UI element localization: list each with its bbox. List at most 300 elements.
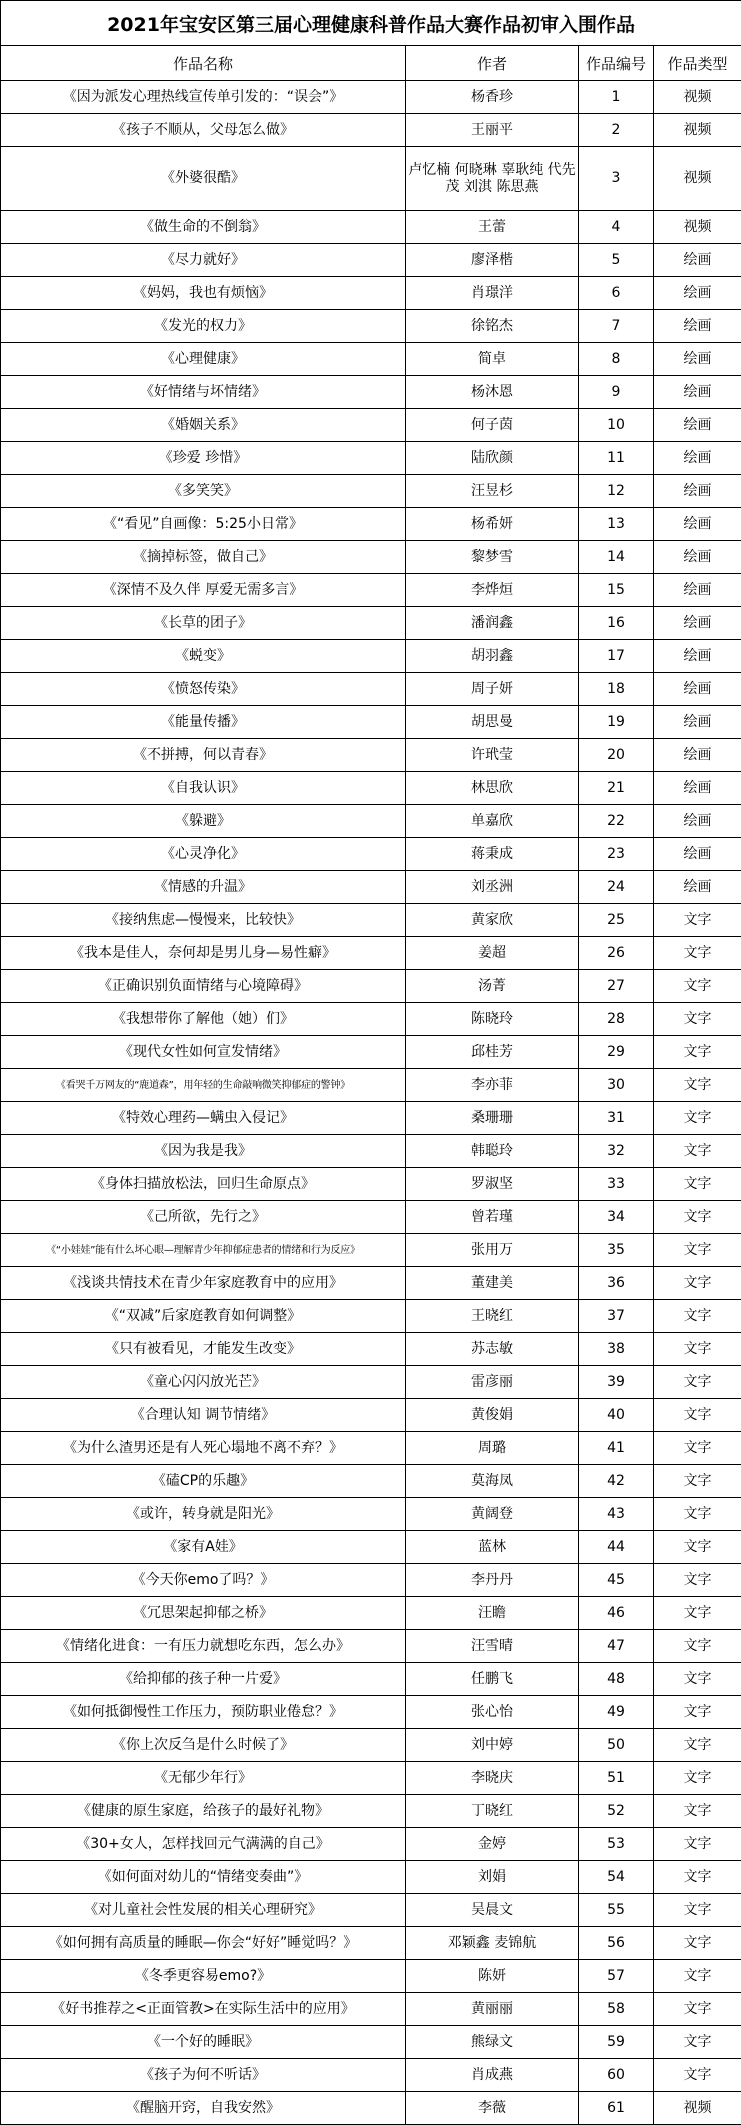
work-type-cell: 绘画 (654, 871, 741, 904)
author-cell: 王蕾 (406, 211, 579, 244)
work-type-cell: 绘画 (654, 310, 741, 343)
work-number-cell: 17 (579, 640, 654, 673)
work-name-cell: 《情感的升温》 (1, 871, 406, 904)
work-number-cell: 12 (579, 475, 654, 508)
work-name-cell: 《浅谈共情技术在青少年家庭教育中的应用》 (1, 1267, 406, 1300)
author-cell: 蓝林 (406, 1531, 579, 1564)
work-number-cell: 59 (579, 2026, 654, 2059)
table-row (1, 1234, 741, 1267)
author-cell: 雷彦丽 (406, 1366, 579, 1399)
table-row (1, 541, 741, 574)
work-name-cell: 《合理认知 调节情绪》 (1, 1399, 406, 1432)
table-row (1, 1498, 741, 1531)
work-type-cell: 文字 (654, 1663, 741, 1696)
work-name-cell: 《做生命的不倒翁》 (1, 211, 406, 244)
work-name-cell: 《孩子为何不听话》 (1, 2059, 406, 2092)
author-cell: 苏志敏 (406, 1333, 579, 1366)
work-name-cell: 《“看见”自画像：5:25小日常》 (1, 508, 406, 541)
table-row (1, 805, 741, 838)
work-number-cell: 50 (579, 1729, 654, 1762)
work-type-cell: 绘画 (654, 376, 741, 409)
work-name-cell: 《外婆很酷》 (1, 147, 406, 211)
table-row (1, 1399, 741, 1432)
work-type-cell: 绘画 (654, 640, 741, 673)
work-type-cell: 绘画 (654, 805, 741, 838)
table-row (1, 706, 741, 739)
work-name-cell: 《如何面对幼儿的“情绪变奏曲”》 (1, 1861, 406, 1894)
work-name-cell: 《磕CP的乐趣》 (1, 1465, 406, 1498)
work-number-cell: 7 (579, 310, 654, 343)
work-type-cell: 绘画 (654, 244, 741, 277)
work-type-cell: 文字 (654, 1432, 741, 1465)
table-row (1, 640, 741, 673)
work-number-cell: 20 (579, 739, 654, 772)
work-type-cell: 文字 (654, 1036, 741, 1069)
table-row (1, 1597, 741, 1630)
work-number-cell: 48 (579, 1663, 654, 1696)
work-name-cell: 《己所欲，先行之》 (1, 1201, 406, 1234)
work-name-cell: 《特效心理药—螨虫入侵记》 (1, 1102, 406, 1135)
table-row (1, 1762, 741, 1795)
author-cell: 邱桂芳 (406, 1036, 579, 1069)
author-cell: 陈妍 (406, 1960, 579, 1993)
work-type-cell: 视频 (654, 211, 741, 244)
author-cell: 王丽平 (406, 114, 579, 147)
work-type-cell: 文字 (654, 1234, 741, 1267)
work-number-cell: 21 (579, 772, 654, 805)
table-row (1, 838, 741, 871)
work-name-cell: 《不拼搏，何以青春》 (1, 739, 406, 772)
work-name-cell: 《为什么渣男还是有人死心塌地不离不弃？》 (1, 1432, 406, 1465)
work-type-cell: 文字 (654, 1531, 741, 1564)
work-type-cell: 绘画 (654, 772, 741, 805)
work-type-cell: 文字 (654, 1267, 741, 1300)
work-number-cell: 15 (579, 574, 654, 607)
table-row (1, 1993, 741, 2026)
work-type-cell: 文字 (654, 1300, 741, 1333)
table-row (1, 343, 741, 376)
author-cell: 周璐 (406, 1432, 579, 1465)
table-row (1, 1795, 741, 1828)
table-row (1, 1366, 741, 1399)
table-row (1, 739, 741, 772)
table-row (1, 475, 741, 508)
work-name-cell: 《“小娃娃”能有什么坏心眼—理解青少年抑郁症患者的情绪和行为反应》 (1, 1234, 406, 1267)
table-row (1, 1696, 741, 1729)
work-name-cell: 《正确识别负面情绪与心境障碍》 (1, 970, 406, 1003)
work-number-cell: 27 (579, 970, 654, 1003)
author-cell: 林思欣 (406, 772, 579, 805)
work-type-cell: 文字 (654, 1366, 741, 1399)
work-number-cell: 36 (579, 1267, 654, 1300)
work-number-cell: 19 (579, 706, 654, 739)
author-cell: 杨希妍 (406, 508, 579, 541)
table-row (1, 673, 741, 706)
work-name-cell: 《30+女人，怎样找回元气满满的自己》 (1, 1828, 406, 1861)
author-cell: 李薇 (406, 2092, 579, 2125)
work-type-cell: 文字 (654, 1861, 741, 1894)
work-name-cell: 《心理健康》 (1, 343, 406, 376)
work-number-cell: 24 (579, 871, 654, 904)
work-name-cell: 《对儿童社会性发展的相关心理研究》 (1, 1894, 406, 1927)
work-type-cell: 绘画 (654, 739, 741, 772)
table-row (1, 147, 741, 211)
table-row (1, 244, 741, 277)
author-cell: 陈晓玲 (406, 1003, 579, 1036)
author-cell: 廖泽楷 (406, 244, 579, 277)
work-number-cell: 4 (579, 211, 654, 244)
table-row (1, 1201, 741, 1234)
table-row (1, 2026, 741, 2059)
work-type-cell: 视频 (654, 81, 741, 114)
work-number-cell: 13 (579, 508, 654, 541)
author-cell: 卢忆楠 何晓琳 辜耿纯 代先茂 刘淇 陈思燕 (406, 147, 579, 211)
author-cell: 莫海凤 (406, 1465, 579, 1498)
column-header-author: 作者 (406, 46, 579, 81)
author-cell: 刘丞洲 (406, 871, 579, 904)
work-name-cell: 《婚姻关系》 (1, 409, 406, 442)
work-type-cell: 文字 (654, 1795, 741, 1828)
author-cell: 黎梦雪 (406, 541, 579, 574)
table-row (1, 1333, 741, 1366)
work-number-cell: 61 (579, 2092, 654, 2125)
author-cell: 汪瞻 (406, 1597, 579, 1630)
table-row (1, 1036, 741, 1069)
work-number-cell: 40 (579, 1399, 654, 1432)
table-row (1, 277, 741, 310)
table-row (1, 310, 741, 343)
author-cell: 王晓红 (406, 1300, 579, 1333)
author-cell: 丁晓红 (406, 1795, 579, 1828)
work-type-cell: 文字 (654, 2059, 741, 2092)
work-type-cell: 绘画 (654, 409, 741, 442)
work-number-cell: 34 (579, 1201, 654, 1234)
author-cell: 董建美 (406, 1267, 579, 1300)
table-row (1, 607, 741, 640)
work-type-cell: 文字 (654, 1993, 741, 2026)
table-row (1, 1729, 741, 1762)
author-cell: 张用万 (406, 1234, 579, 1267)
work-name-cell: 《深情不及久伴 厚爱无需多言》 (1, 574, 406, 607)
author-cell: 桑珊珊 (406, 1102, 579, 1135)
work-type-cell: 文字 (654, 937, 741, 970)
table-row (1, 1531, 741, 1564)
work-type-cell: 文字 (654, 1168, 741, 1201)
author-cell: 汤菁 (406, 970, 579, 1003)
work-name-cell: 《我本是佳人，奈何却是男儿身—易性癖》 (1, 937, 406, 970)
work-number-cell: 3 (579, 147, 654, 211)
work-name-cell: 《因为我是我》 (1, 1135, 406, 1168)
work-name-cell: 《愤怒传染》 (1, 673, 406, 706)
author-cell: 金婷 (406, 1828, 579, 1861)
table-row (1, 871, 741, 904)
work-type-cell: 文字 (654, 1564, 741, 1597)
author-cell: 汪雪晴 (406, 1630, 579, 1663)
work-number-cell: 6 (579, 277, 654, 310)
work-number-cell: 11 (579, 442, 654, 475)
work-number-cell: 43 (579, 1498, 654, 1531)
author-cell: 黄家欣 (406, 904, 579, 937)
author-cell: 姜超 (406, 937, 579, 970)
work-type-cell: 文字 (654, 1498, 741, 1531)
author-cell: 李晓庆 (406, 1762, 579, 1795)
work-name-cell: 《孩子不顺从，父母怎么做》 (1, 114, 406, 147)
work-number-cell: 16 (579, 607, 654, 640)
table-row (1, 508, 741, 541)
table-row (1, 1300, 741, 1333)
work-type-cell: 视频 (654, 2092, 741, 2125)
work-number-cell: 45 (579, 1564, 654, 1597)
work-name-cell: 《健康的原生家庭，给孩子的最好礼物》 (1, 1795, 406, 1828)
table-row (1, 2092, 741, 2125)
table-row (1, 376, 741, 409)
work-type-cell: 文字 (654, 1894, 741, 1927)
work-number-cell: 5 (579, 244, 654, 277)
work-number-cell: 26 (579, 937, 654, 970)
table-row (1, 409, 741, 442)
work-number-cell: 22 (579, 805, 654, 838)
author-cell: 韩聪玲 (406, 1135, 579, 1168)
table-row (1, 1432, 741, 1465)
author-cell: 李丹丹 (406, 1564, 579, 1597)
work-number-cell: 2 (579, 114, 654, 147)
work-type-cell: 文字 (654, 1828, 741, 1861)
table-row (1, 937, 741, 970)
work-name-cell: 《因为派发心理热线宣传单引发的：“误会”》 (1, 81, 406, 114)
work-type-cell: 文字 (654, 1069, 741, 1102)
work-name-cell: 《如何抵御慢性工作压力，预防职业倦怠？》 (1, 1696, 406, 1729)
work-type-cell: 文字 (654, 1135, 741, 1168)
author-cell: 吴晨文 (406, 1894, 579, 1927)
author-cell: 任鹏飞 (406, 1663, 579, 1696)
table-row (1, 1630, 741, 1663)
work-name-cell: 《好情绪与坏情绪》 (1, 376, 406, 409)
table-row (1, 1564, 741, 1597)
author-cell: 徐铭杰 (406, 310, 579, 343)
work-type-cell: 文字 (654, 1102, 741, 1135)
table-title: 2021年宝安区第三届心理健康科普作品大赛作品初审入围作品 (1, 1, 741, 46)
table-row (1, 81, 741, 114)
author-cell: 胡羽鑫 (406, 640, 579, 673)
table-row (1, 442, 741, 475)
table-body (1, 81, 741, 2125)
table-row (1, 1927, 741, 1960)
table-row (1, 1135, 741, 1168)
work-type-cell: 文字 (654, 1630, 741, 1663)
table-row (1, 1069, 741, 1102)
work-number-cell: 35 (579, 1234, 654, 1267)
table-row (1, 1861, 741, 1894)
work-type-cell: 文字 (654, 1003, 741, 1036)
work-type-cell: 绘画 (654, 508, 741, 541)
work-type-cell: 绘画 (654, 607, 741, 640)
work-number-cell: 47 (579, 1630, 654, 1663)
author-cell: 刘娟 (406, 1861, 579, 1894)
work-number-cell: 41 (579, 1432, 654, 1465)
author-cell: 黄丽丽 (406, 1993, 579, 2026)
work-type-cell: 文字 (654, 1333, 741, 1366)
work-type-cell: 文字 (654, 1465, 741, 1498)
author-cell: 杨沐恩 (406, 376, 579, 409)
work-number-cell: 31 (579, 1102, 654, 1135)
work-number-cell: 1 (579, 81, 654, 114)
work-number-cell: 10 (579, 409, 654, 442)
author-cell: 刘中婷 (406, 1729, 579, 1762)
work-type-cell: 文字 (654, 1201, 741, 1234)
work-number-cell: 9 (579, 376, 654, 409)
author-cell: 汪昱杉 (406, 475, 579, 508)
work-type-cell: 文字 (654, 1399, 741, 1432)
author-cell: 蒋秉成 (406, 838, 579, 871)
table-row (1, 1168, 741, 1201)
table-row (1, 772, 741, 805)
table-row (1, 1663, 741, 1696)
work-name-cell: 《今天你emo了吗？》 (1, 1564, 406, 1597)
table-row (1, 211, 741, 244)
work-type-cell: 文字 (654, 1729, 741, 1762)
table-row (1, 1894, 741, 1927)
work-type-cell: 绘画 (654, 541, 741, 574)
author-cell: 李烨烜 (406, 574, 579, 607)
author-cell: 单嘉欣 (406, 805, 579, 838)
work-type-cell: 绘画 (654, 475, 741, 508)
table-row (1, 574, 741, 607)
work-type-cell: 绘画 (654, 706, 741, 739)
work-name-cell: 《心灵净化》 (1, 838, 406, 871)
work-name-cell: 《能量传播》 (1, 706, 406, 739)
work-number-cell: 14 (579, 541, 654, 574)
work-type-cell: 绘画 (654, 838, 741, 871)
work-number-cell: 32 (579, 1135, 654, 1168)
work-name-cell: 《冬季更容易emo?》 (1, 1960, 406, 1993)
author-cell: 杨香珍 (406, 81, 579, 114)
author-cell: 熊绿文 (406, 2026, 579, 2059)
work-number-cell: 54 (579, 1861, 654, 1894)
work-number-cell: 53 (579, 1828, 654, 1861)
work-name-cell: 《珍爱 珍惜》 (1, 442, 406, 475)
column-header-type: 作品类型 (654, 46, 741, 81)
work-number-cell: 42 (579, 1465, 654, 1498)
table-row (1, 1267, 741, 1300)
work-number-cell: 37 (579, 1300, 654, 1333)
work-number-cell: 51 (579, 1762, 654, 1795)
work-name-cell: 《摘掉标签，做自己》 (1, 541, 406, 574)
work-name-cell: 《看哭千万网友的“鹿道森”，用年轻的生命敲响微笑抑郁症的警钟》 (1, 1069, 406, 1102)
work-number-cell: 52 (579, 1795, 654, 1828)
header-row (1, 46, 741, 81)
author-cell: 邓颖鑫 麦锦航 (406, 1927, 579, 1960)
work-number-cell: 39 (579, 1366, 654, 1399)
work-type-cell: 绘画 (654, 574, 741, 607)
work-name-cell: 《身体扫描放松法，回归生命原点》 (1, 1168, 406, 1201)
work-number-cell: 18 (579, 673, 654, 706)
work-number-cell: 58 (579, 1993, 654, 2026)
work-type-cell: 绘画 (654, 442, 741, 475)
work-type-cell: 绘画 (654, 673, 741, 706)
work-type-cell: 文字 (654, 970, 741, 1003)
work-type-cell: 视频 (654, 147, 741, 211)
work-name-cell: 《长草的团子》 (1, 607, 406, 640)
table-row (1, 904, 741, 937)
work-number-cell: 60 (579, 2059, 654, 2092)
author-cell: 简卓 (406, 343, 579, 376)
work-type-cell: 绘画 (654, 277, 741, 310)
work-name-cell: 《童心闪闪放光芒》 (1, 1366, 406, 1399)
work-name-cell: 《我想带你了解他（她）们》 (1, 1003, 406, 1036)
work-name-cell: 《或许，转身就是阳光》 (1, 1498, 406, 1531)
work-name-cell: 《醒脑开窍，自我安然》 (1, 2092, 406, 2125)
work-name-cell: 《一个好的睡眠》 (1, 2026, 406, 2059)
author-cell: 李亦菲 (406, 1069, 579, 1102)
work-type-cell: 文字 (654, 1597, 741, 1630)
work-type-cell: 文字 (654, 1696, 741, 1729)
work-number-cell: 25 (579, 904, 654, 937)
work-name-cell: 《给抑郁的孩子种一片爱》 (1, 1663, 406, 1696)
table-row (1, 970, 741, 1003)
work-number-cell: 56 (579, 1927, 654, 1960)
author-cell: 胡思曼 (406, 706, 579, 739)
work-name-cell: 《自我认识》 (1, 772, 406, 805)
work-number-cell: 28 (579, 1003, 654, 1036)
work-name-cell: 《冗思架起抑郁之桥》 (1, 1597, 406, 1630)
table-row (1, 114, 741, 147)
work-name-cell: 《情绪化进食：一有压力就想吃东西，怎么办》 (1, 1630, 406, 1663)
author-cell: 周子妍 (406, 673, 579, 706)
work-name-cell: 《接纳焦虑—慢慢来，比较快》 (1, 904, 406, 937)
work-type-cell: 文字 (654, 1960, 741, 1993)
author-cell: 潘润鑫 (406, 607, 579, 640)
work-number-cell: 33 (579, 1168, 654, 1201)
work-name-cell: 《蜕变》 (1, 640, 406, 673)
author-cell: 张心怡 (406, 1696, 579, 1729)
table-row (1, 1828, 741, 1861)
work-name-cell: 《你上次反刍是什么时候了》 (1, 1729, 406, 1762)
work-type-cell: 文字 (654, 904, 741, 937)
author-cell: 罗淑坚 (406, 1168, 579, 1201)
table-row (1, 1960, 741, 1993)
author-cell: 黄俊娟 (406, 1399, 579, 1432)
work-number-cell: 8 (579, 343, 654, 376)
work-name-cell: 《现代女性如何宣发情绪》 (1, 1036, 406, 1069)
work-name-cell: 《多笑笑》 (1, 475, 406, 508)
work-name-cell: 《尽力就好》 (1, 244, 406, 277)
work-number-cell: 49 (579, 1696, 654, 1729)
column-header-name: 作品名称 (1, 46, 406, 81)
author-cell: 肖璟洋 (406, 277, 579, 310)
work-number-cell: 44 (579, 1531, 654, 1564)
work-number-cell: 46 (579, 1597, 654, 1630)
table-row (1, 1465, 741, 1498)
work-number-cell: 38 (579, 1333, 654, 1366)
work-name-cell: 《“双减”后家庭教育如何调整》 (1, 1300, 406, 1333)
work-name-cell: 《只有被看见，才能发生改变》 (1, 1333, 406, 1366)
work-type-cell: 文字 (654, 1927, 741, 1960)
work-number-cell: 23 (579, 838, 654, 871)
author-cell: 曾若瑾 (406, 1201, 579, 1234)
work-type-cell: 文字 (654, 1762, 741, 1795)
work-name-cell: 《妈妈，我也有烦恼》 (1, 277, 406, 310)
work-number-cell: 30 (579, 1069, 654, 1102)
author-cell: 陆欣颜 (406, 442, 579, 475)
work-number-cell: 57 (579, 1960, 654, 1993)
author-cell: 许玳莹 (406, 739, 579, 772)
work-name-cell: 《无郁少年行》 (1, 1762, 406, 1795)
column-header-number: 作品编号 (579, 46, 654, 81)
work-type-cell: 文字 (654, 2026, 741, 2059)
work-type-cell: 视频 (654, 114, 741, 147)
work-name-cell: 《家有A娃》 (1, 1531, 406, 1564)
table-row (1, 1102, 741, 1135)
